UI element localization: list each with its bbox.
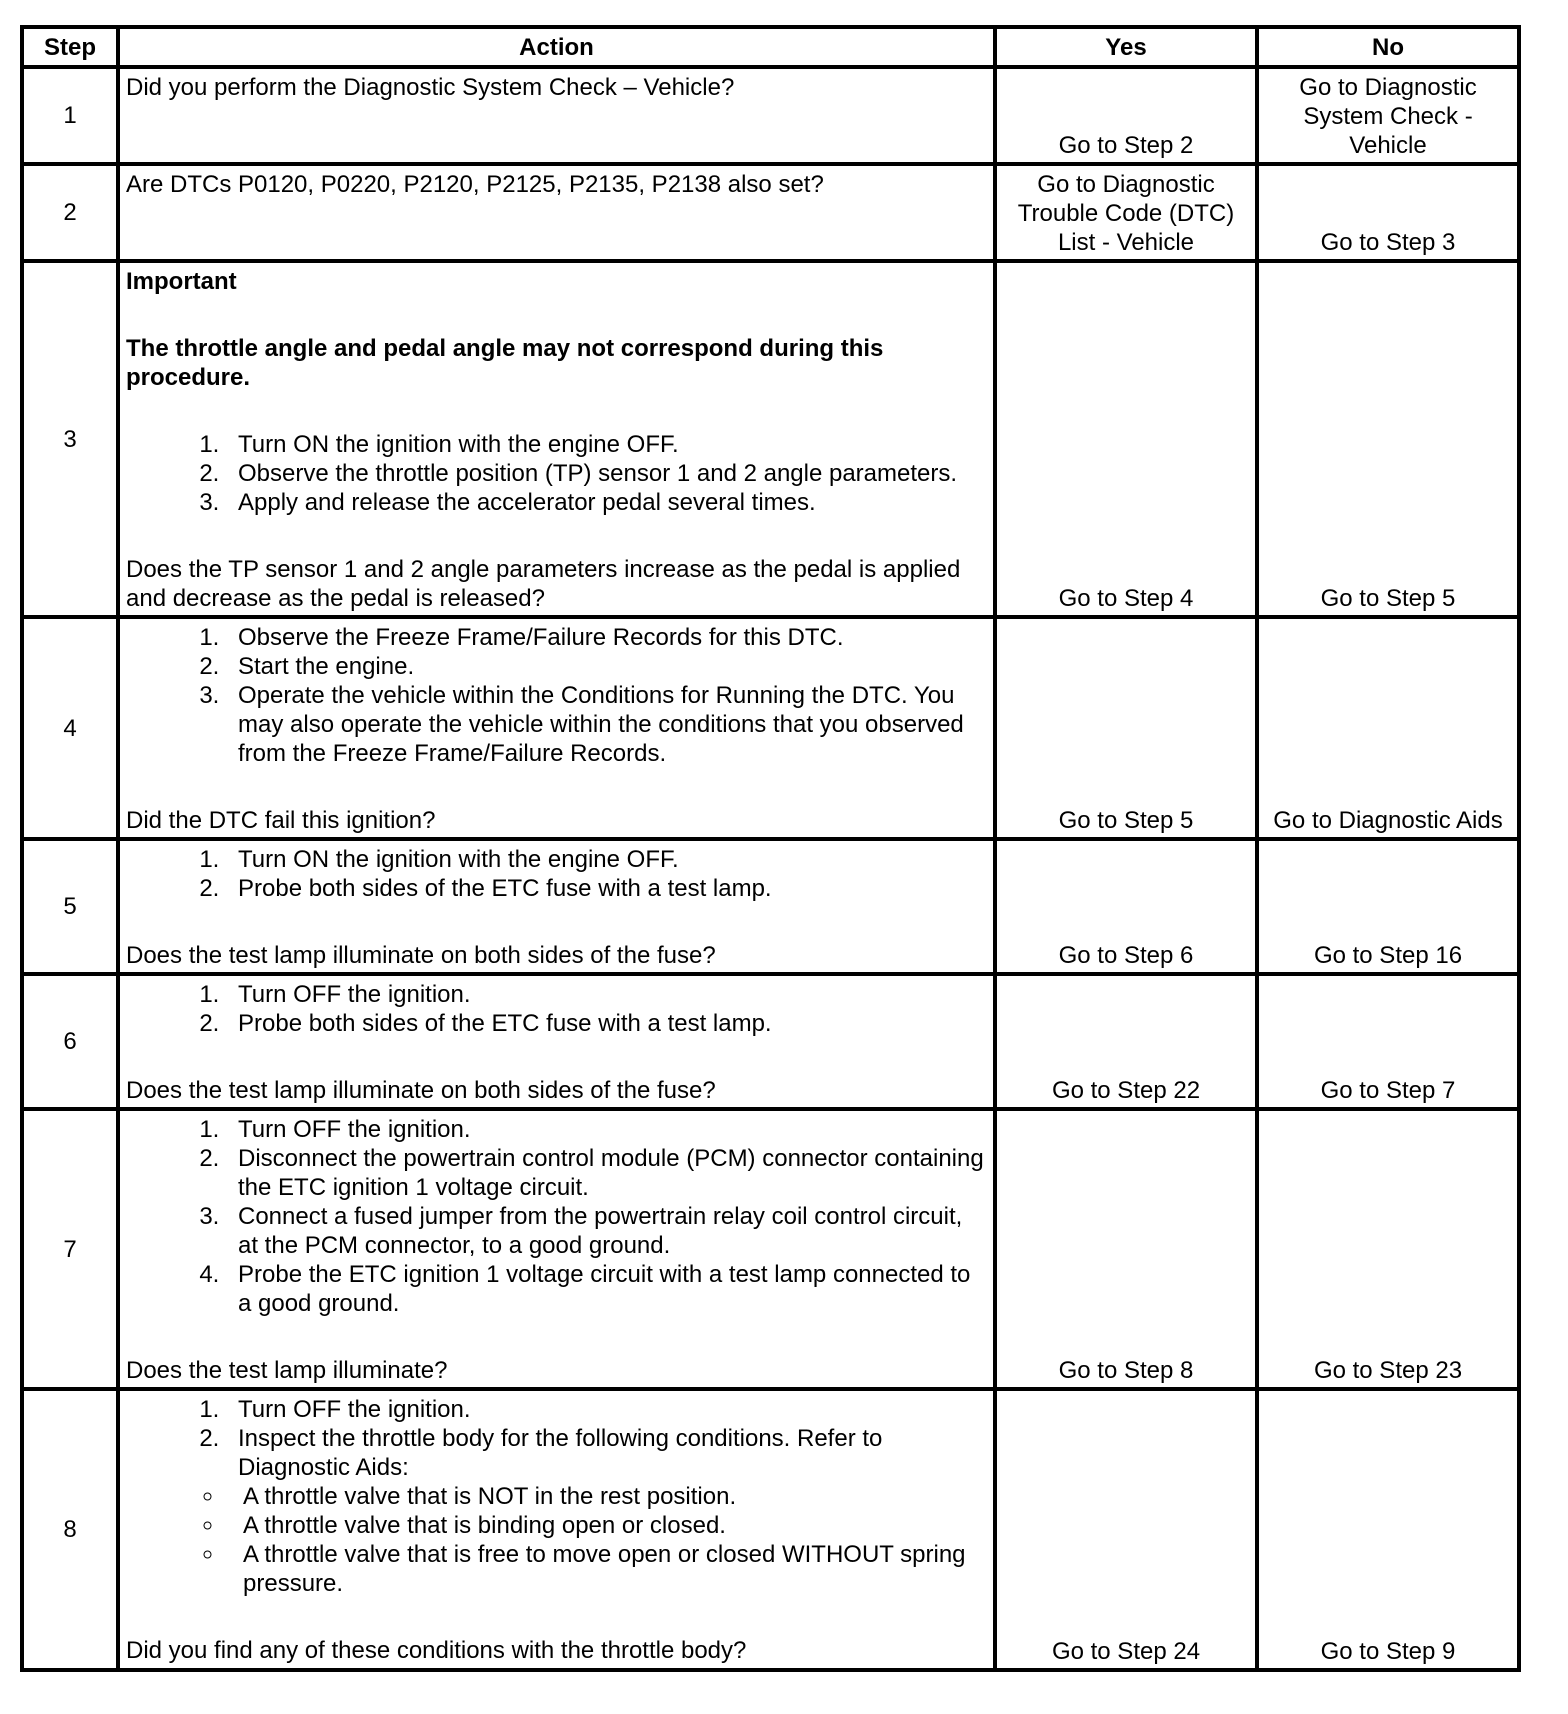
action-cell (118, 1389, 995, 1670)
header-action: Action (118, 27, 995, 67)
table-row (22, 261, 1519, 617)
condition-item: ◦ A throttle valve that is binding open or closed. (225, 1511, 987, 1540)
yes-result: Go to Step 24 (995, 1389, 1257, 1670)
table-row (22, 617, 1519, 839)
step-question: Did you find any of these conditions with the throttle body? (126, 1637, 747, 1664)
condition-item: ◦ A throttle valve that is free to move open or closed WITHOUT spring pressure. (225, 1540, 987, 1598)
procedure-step-text: Inspect the throttle body for the following conditions. Refer to Diagnostic Aids: (238, 1425, 883, 1481)
step-question: Does the test lamp illuminate on both sides of the fuse? (126, 942, 716, 969)
yes-result: Go to Step 5 (995, 617, 1257, 839)
procedure-step: 1. Observe the Freeze Frame/Failure Records for this DTC. (226, 623, 987, 652)
procedure-step: 3. Apply and release the accelerator pedal several times. (226, 488, 987, 517)
procedure-list (126, 980, 987, 1038)
table-row (22, 974, 1519, 1109)
no-result: Go to Diagnostic Aids (1257, 617, 1519, 839)
no-result: Go to Step 7 (1257, 974, 1519, 1109)
step-question: Are DTCs P0120, P0220, P2120, P2125, P2135, P2138 also set? (126, 171, 824, 198)
step-number: 5 (22, 839, 118, 974)
step-question: Does the TP sensor 1 and 2 angle parameters increase as the pedal is applied and decrease as the pedal is released? (126, 556, 961, 612)
no-result: Go to Step 5 (1257, 261, 1519, 617)
condition-item: ◦ A throttle valve that is NOT in the rest position. (225, 1482, 987, 1511)
action-cell (118, 839, 995, 974)
procedure-list (126, 623, 987, 768)
table-row (22, 839, 1519, 974)
condition-list (126, 1482, 987, 1598)
procedure-step: 4. Probe the ETC ignition 1 voltage circuit with a test lamp connected to a good ground. (226, 1260, 987, 1318)
step-question: Did the DTC fail this ignition? (126, 807, 436, 834)
procedure-step: 3. Operate the vehicle within the Conditions for Running the DTC. You may also operate the vehicle within the conditions that you observed from the Freeze Frame/Failure Records. (226, 681, 987, 768)
step-question: Does the test lamp illuminate on both sides of the fuse? (126, 1077, 716, 1104)
procedure-step: 2. Disconnect the powertrain control module (PCM) connector containing the ETC ignition 1 voltage circuit. (226, 1144, 987, 1202)
yes-result: Go to Step 2 (995, 67, 1257, 164)
table-row (22, 1389, 1519, 1670)
action-cell (118, 261, 995, 617)
step-number: 2 (22, 164, 118, 261)
header-row (22, 27, 1519, 67)
procedure-step: 2. Observe the throttle position (TP) sensor 1 and 2 angle parameters. (226, 459, 987, 488)
step-number: 1 (22, 67, 118, 164)
yes-result: Go to Step 6 (995, 839, 1257, 974)
diagnostic-table (20, 25, 1521, 1672)
no-result: Go to Step 3 (1257, 164, 1519, 261)
action-cell (118, 164, 995, 261)
table-row (22, 67, 1519, 164)
table-row (22, 164, 1519, 261)
action-cell (118, 617, 995, 839)
yes-result: Go to Step 4 (995, 261, 1257, 617)
procedure-step: 2. Start the engine. (226, 652, 987, 681)
step-number: 8 (22, 1389, 118, 1670)
step-number: 3 (22, 261, 118, 617)
header-yes: Yes (995, 27, 1257, 67)
step-number: 6 (22, 974, 118, 1109)
procedure-step: 1. Turn OFF the ignition. (226, 980, 987, 1009)
no-result: Go to Step 23 (1257, 1109, 1519, 1389)
procedure-list (126, 845, 987, 903)
procedure-step: 1. Turn ON the ignition with the engine OFF. (226, 430, 987, 459)
procedure-step: 1. Turn OFF the ignition. (226, 1115, 987, 1144)
important-note: The throttle angle and pedal angle may not correspond during this procedure. (126, 335, 884, 391)
procedure-step: 2. Probe both sides of the ETC fuse with a test lamp. (226, 1009, 987, 1038)
yes-result: Go to Step 8 (995, 1109, 1257, 1389)
step-question: Does the test lamp illuminate? (126, 1357, 448, 1384)
procedure-step: 1. Turn OFF the ignition. (226, 1395, 987, 1424)
procedure-list (126, 430, 987, 517)
no-result: Go to Diagnostic System Check - Vehicle (1257, 67, 1519, 164)
step-number: 7 (22, 1109, 118, 1389)
no-result: Go to Step 16 (1257, 839, 1519, 974)
no-result: Go to Step 9 (1257, 1389, 1519, 1670)
procedure-list (126, 1115, 987, 1318)
header-step: Step (22, 27, 118, 67)
procedure-step: 2. Probe both sides of the ETC fuse with a test lamp. (226, 874, 987, 903)
action-cell (118, 974, 995, 1109)
table-row (22, 1109, 1519, 1389)
procedure-step: 3. Connect a fused jumper from the powertrain relay coil control circuit, at the PCM connector, to a good ground. (226, 1202, 987, 1260)
yes-result: Go to Step 22 (995, 974, 1257, 1109)
step-number: 4 (22, 617, 118, 839)
action-cell (118, 67, 995, 164)
header-no: No (1257, 27, 1519, 67)
procedure-step: 1. Turn ON the ignition with the engine OFF. (226, 845, 987, 874)
step-question: Did you perform the Diagnostic System Check – Vehicle? (126, 74, 735, 101)
important-label: Important (126, 268, 237, 295)
procedure-step (226, 1424, 987, 1482)
procedure-list (126, 1395, 987, 1482)
yes-result: Go to Diagnostic Trouble Code (DTC) List - Vehicle (995, 164, 1257, 261)
action-cell (118, 1109, 995, 1389)
